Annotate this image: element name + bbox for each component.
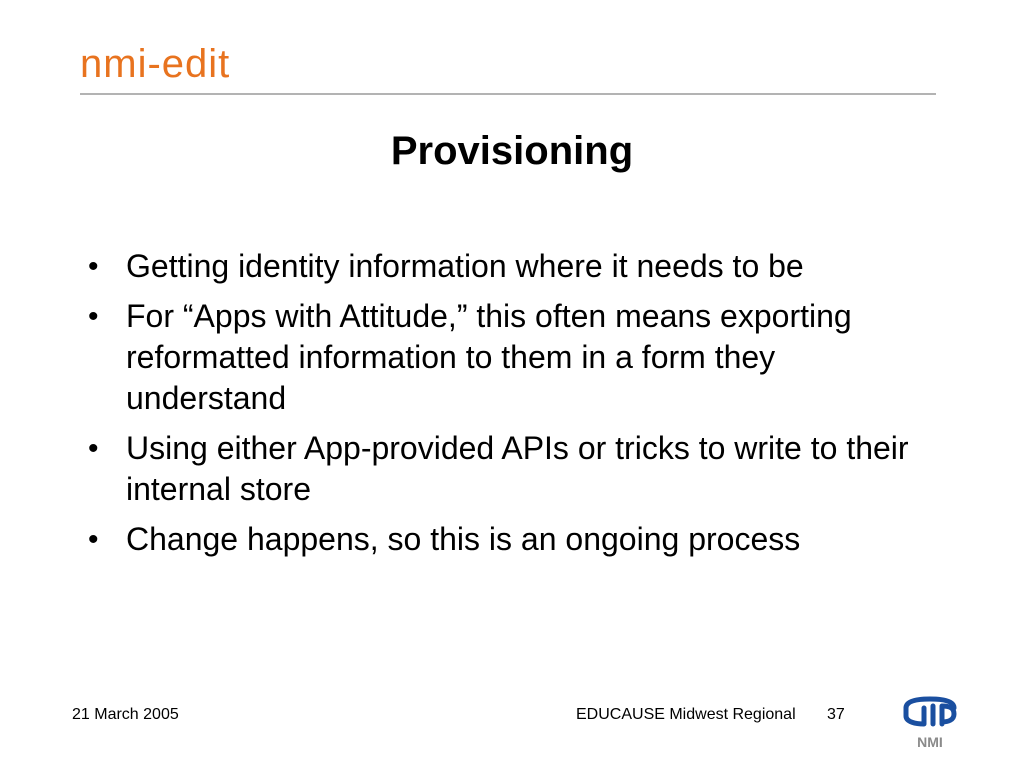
slide-title: Provisioning xyxy=(390,129,634,173)
bullet-text: Change happens, so this is an ongoing process xyxy=(126,521,801,557)
header-rule xyxy=(80,93,936,95)
bullet-dot-icon: • xyxy=(88,250,99,283)
footer-event: EDUCAUSE Midwest Regional xyxy=(576,706,796,723)
bullet-dot-icon: • xyxy=(88,523,99,556)
logo-text: NMI xyxy=(917,734,943,750)
bullet-item xyxy=(84,246,944,287)
bullet-item xyxy=(84,296,944,419)
nmi-logo-icon xyxy=(900,694,960,754)
bullet-item xyxy=(84,519,944,560)
bullet-text: Getting identity information where it needs to be xyxy=(126,248,804,284)
footer-page-number: 37 xyxy=(827,706,845,723)
bullet-text: For “Apps with Attitude,” this often means exporting reformatted information to them in a form they understand xyxy=(126,298,852,416)
brand-wordmark: nmi-edit xyxy=(80,42,231,86)
bullet-text: Using either App-provided APIs or tricks to write to their internal store xyxy=(126,430,909,507)
bullet-dot-icon: • xyxy=(88,300,99,333)
footer-date: 21 March 2005 xyxy=(72,706,179,723)
bullet-dot-icon: • xyxy=(88,432,99,465)
logo-right-loop xyxy=(942,706,954,724)
logo-left-loop xyxy=(906,708,924,724)
bullet-list xyxy=(84,246,944,569)
bullet-item xyxy=(84,428,944,510)
